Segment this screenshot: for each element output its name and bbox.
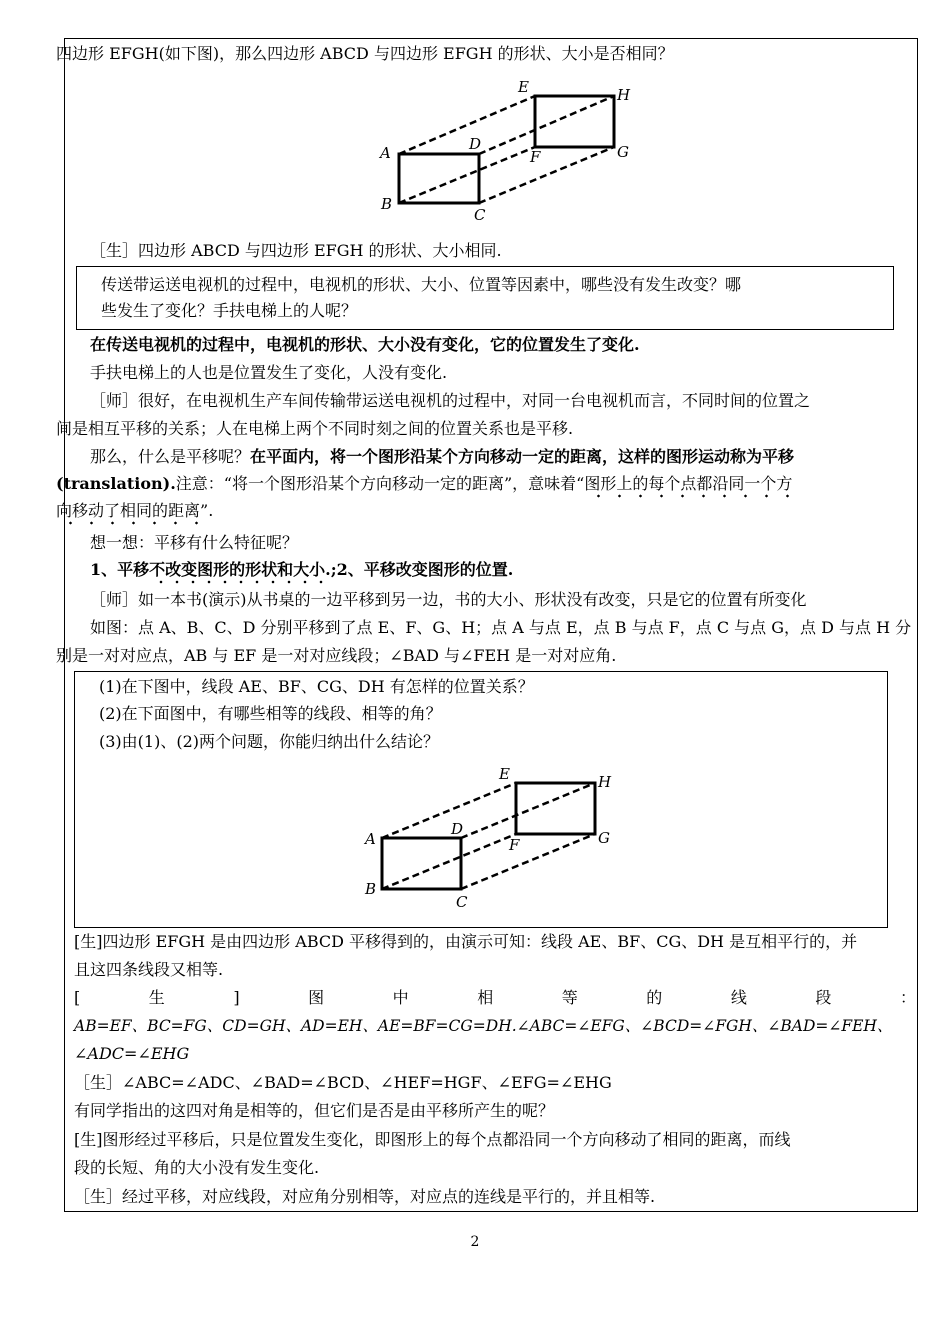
text-line-23: 段的长短、角的大小没有发生变化.: [74, 1158, 320, 1177]
emphasis-text-a: 图形上的每个点都沿同一个方: [584, 474, 792, 499]
translation-figure-2: [361, 762, 621, 912]
l17-char: [: [74, 988, 81, 1007]
text-line-8: [56, 474, 792, 494]
label-f-2: F: [509, 836, 520, 854]
text-line-9-b: ”.: [200, 501, 214, 520]
text-line-13: 如图：点 A、B、C、D 分别平移到了点 E、F、G、H；点 A 与点 E，点 B 与点 F，点 C 与点 G，点 D 与点 H 分: [90, 618, 912, 637]
label-c: C: [474, 206, 486, 224]
question-box-1: [76, 266, 894, 330]
text-line-16: 且这四条线段又相等.: [74, 960, 224, 979]
text-line-11: [90, 560, 513, 580]
text-line-3: 在传送电视机的过程中，电视机的形状、大小没有变化，它的位置发生了变化.: [90, 335, 640, 354]
dashed-translation-lines: [399, 96, 614, 203]
l17-char: 等: [561, 988, 578, 1007]
text-line-14: 别是一对对应点，AB 与 EF 是一对对应线段；∠BAD 与∠FEH 是一对对应角.: [56, 646, 617, 665]
l17-char: 图: [308, 988, 325, 1007]
text-line-10: 想一想：平移有什么特征呢？: [90, 533, 299, 552]
text-line-12: ［师］如一本书(演示)从书桌的一边平移到另一边，书的大小、形状没有改变，只是它的位置有所变化: [90, 590, 807, 609]
question-box-2: [74, 671, 888, 928]
text-line-20: ［生］∠ABC=∠ADC、∠BAD=∠BCD、∠HEF=HGF、∠EFG=∠EHG: [74, 1073, 612, 1092]
label-b-2: B: [365, 880, 377, 898]
label-f: F: [530, 148, 541, 166]
question-2-line-a: (1)在下图中，线段 AE、BF、CG、DH 有怎样的位置关系？: [99, 677, 534, 696]
page-number: 2: [470, 1234, 480, 1250]
rectangle-abcd: [399, 154, 479, 203]
text-line-11-c: .;2、平移改变图形的位置.: [325, 560, 514, 579]
l17-char: 的: [646, 988, 663, 1007]
l17-char: 生: [148, 988, 165, 1007]
text-line-15: [生]四边形 EFGH 是由四边形 ABCD 平移得到的，由演示可知：线段 AE、BF、CG、DH 是互相平行的，并: [74, 932, 858, 951]
l17-char: 线: [730, 988, 747, 1007]
text-line-2: ［生］四边形 ABCD 与四边形 EFGH 的形状、大小相同.: [90, 241, 502, 260]
text-line-22: [生]图形经过平移后，只是位置发生变化，即图形上的每个点都沿同一个方向移动了相同的距离，而线: [74, 1130, 791, 1149]
question-2-line-b: (2)在下面图中，有哪些相等的线段、相等的角？: [99, 704, 442, 723]
dashed-translation-lines-2: [382, 783, 595, 889]
text-line-7: [90, 447, 794, 467]
label-e-2: E: [499, 765, 510, 783]
label-d-2: D: [451, 820, 464, 838]
text-line-1: 四边形 EFGH(如下图)，那么四边形 ABCD 与四边形 EFGH 的形状、大小是否相同？: [56, 44, 674, 63]
label-e: E: [518, 78, 529, 96]
text-line-9: [56, 501, 213, 521]
translation-figure-1: [370, 74, 650, 224]
text-line-24: ［生］经过平移，对应线段，对应角分别相等，对应点的连线是平行的，并且相等.: [74, 1187, 656, 1206]
text-line-19: ∠ADC=∠EHG: [74, 1044, 190, 1063]
question-1-line-b: 些发生了变化？手扶电梯上的人呢？: [101, 301, 358, 320]
text-line-5: ［师］很好，在电视机生产车间传输带运送电视机的过程中，对同一台电视机而言，不同时间的位置之: [90, 391, 811, 410]
text-line-18: AB=EF、BC=FG、CD=GH、AD=EH、AE=BF=CG=DH.∠ABC=∠EFG、∠BCD=∠FGH、∠BAD=∠FEH、: [74, 1017, 893, 1035]
label-h: H: [617, 86, 631, 104]
text-line-7-a: 那么，什么是平移呢？: [90, 447, 251, 466]
label-a: A: [380, 144, 391, 162]
l17-char: ：: [899, 988, 916, 1007]
label-h-2: H: [598, 773, 612, 791]
label-d: D: [469, 135, 482, 153]
translation-term: (translation).: [56, 474, 176, 493]
question-1-line-a: 传送带运送电视机的过程中，电视机的形状、大小、位置等因素中，哪些没有发生改变？哪: [101, 275, 742, 294]
emphasis-text-c: 不改变图形的形状和大小: [149, 560, 325, 585]
translation-definition: 在平面内，将一个图形沿某个方向移动一定的距离，这样的图形运动称为平移: [250, 447, 795, 466]
l17-char: 中: [392, 988, 409, 1007]
rectangle-efgh: [535, 96, 614, 147]
label-b: B: [381, 195, 393, 213]
label-g-2: G: [598, 829, 610, 847]
emphasis-text-b: 向移动了相同的距离: [56, 501, 200, 526]
l17-char: 段: [815, 988, 832, 1007]
label-c-2: C: [456, 893, 468, 911]
text-line-17: [74, 988, 916, 1008]
text-line-4: 手扶电梯上的人也是位置发生了变化，人没有变化.: [90, 363, 448, 382]
rectangle-efgh-2: [516, 783, 595, 834]
text-line-8-b: 注意：“将一个图形沿某个方向移动一定的距离”，意味着“: [175, 474, 585, 493]
text-line-11-a: 1、平移: [90, 560, 150, 579]
l17-char: ]: [233, 988, 240, 1007]
label-g: G: [617, 143, 629, 161]
label-a-2: A: [365, 830, 376, 848]
text-line-21: 有同学指出的这四对角是相等的，但它们是否是由平移所产生的呢？: [74, 1101, 555, 1120]
l17-char: 相: [477, 988, 494, 1007]
text-line-6: 间是相互平移的关系；人在电梯上两个不同时刻之间的位置关系也是平移.: [56, 419, 574, 438]
question-2-line-c: (3)由(1)、(2)两个问题，你能归纳出什么结论？: [99, 732, 439, 751]
rectangle-abcd-2: [382, 838, 461, 889]
